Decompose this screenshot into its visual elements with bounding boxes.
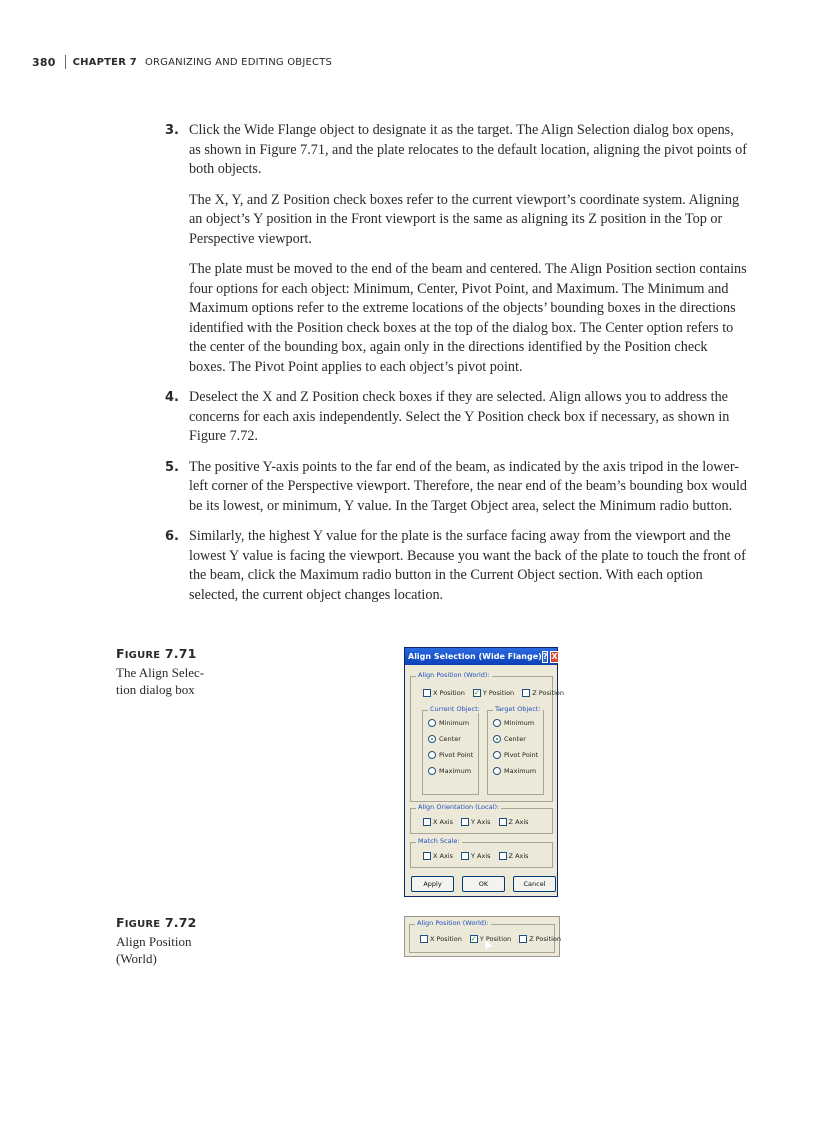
y-position-checkbox[interactable]: ✓ Y Position — [470, 934, 512, 943]
chapter-title: ORGANIZING AND EDITING OBJECTS — [144, 56, 333, 68]
figure-72-caption — [116, 914, 236, 967]
target-pivot-point-radio[interactable]: Pivot Point — [493, 751, 538, 759]
orientation-z-axis-checkbox[interactable]: Z Axis — [499, 818, 529, 826]
scale-x-axis-checkbox[interactable]: X Axis — [423, 852, 453, 860]
step-text: Similarly, the highest Y value for the plate is the surface facing away from the viewport and the lowest Y value is facing the viewport. Because you want the back of the plate to touch the front of the beam, click the Maximum radio button in the Current Object section. With each option selected, the current object changes location. — [189, 528, 746, 603]
match-scale-group — [410, 837, 553, 868]
align-selection-dialog — [404, 647, 565, 897]
figure-72-caption-line: Align Position — [116, 934, 192, 949]
x-position-checkbox[interactable]: X Position — [420, 935, 462, 943]
paragraph: The X, Y, and Z Position check boxes refer to the current viewport’s coordinate system. Aligning an object’s Y position in the Front viewport is the same as aligning its Z position in the Top or Perspective viewport. — [189, 191, 740, 247]
group-label: Current Object: — [430, 705, 480, 713]
group-label: Align Position (World): — [418, 671, 490, 679]
ok-button[interactable]: OK — [462, 876, 505, 892]
x-position-checkbox[interactable]: X Position — [423, 689, 465, 697]
figure-72-label: FIGURE 7.72 — [116, 915, 197, 930]
z-position-checkbox[interactable]: Z Position — [522, 689, 564, 697]
align-orientation-group — [410, 803, 553, 834]
step-text: Click the Wide Flange object to designate it as the target. The Align Selection dialog box opens, as shown in Figure 7.71, and the plate relocates to the default location, aligning the pivot points of both objects. — [189, 122, 747, 177]
apply-button[interactable]: Apply — [411, 876, 454, 892]
page-number: 380 — [32, 55, 56, 69]
y-position-checkbox[interactable]: ✓ Y Position — [473, 688, 515, 697]
step-text: The positive Y-axis points to the far end of the beam, as indicated by the axis tripod in the lower-left corner of the Perspective viewport. Therefore, the near end of the beam’s bounding box would be its lowest, or minimum, Y value. In the Target Object area, select the Minimum radio button. — [189, 458, 747, 514]
scale-z-axis-checkbox[interactable]: Z Axis — [499, 852, 529, 860]
dialog-buttons — [411, 876, 556, 892]
figure-71-label: FIGURE 7.71 — [116, 646, 197, 661]
chapter-label: CHAPTER 7 — [72, 56, 137, 68]
paragraph: The plate must be moved to the end of the beam and centered. The Align Position section contains four options for each object: Minimum, Center, Pivot Point, and Maximum. The Minimum and Maximum options refer to the extreme locations of the objects’ bounding boxes in the directions identified with the Position check boxes at the top of the dialog box. The Center option refers to the center of the bounding box, again only in the directions identified by the Position check boxes. The Pivot Point applies to each object’s pivot point. — [189, 261, 747, 375]
figure-71-caption-line: tion dialog box — [116, 682, 195, 697]
dialog-titlebar[interactable] — [405, 648, 557, 665]
header-divider — [65, 55, 66, 69]
running-head — [32, 55, 332, 69]
orientation-y-axis-checkbox[interactable]: Y Axis — [461, 818, 491, 826]
scale-y-axis-checkbox[interactable]: Y Axis — [461, 852, 491, 860]
current-object-group — [422, 705, 480, 795]
group-label: Align Orientation (Local): — [418, 803, 500, 811]
figure-71-caption-line: The Align Selec- — [116, 665, 205, 680]
align-position-group — [410, 671, 565, 802]
target-center-radio[interactable]: Center — [493, 735, 526, 743]
cancel-button[interactable]: Cancel — [513, 876, 556, 892]
step-6 — [165, 527, 747, 605]
current-minimum-radio[interactable]: Minimum — [428, 719, 469, 727]
step-3 — [165, 121, 747, 180]
align-position-crop — [404, 916, 560, 957]
target-minimum-radio[interactable]: Minimum — [493, 719, 534, 727]
target-maximum-radio[interactable]: Maximum — [493, 767, 536, 775]
dialog-title: Align Selection (Wide Flange) — [408, 652, 542, 661]
target-object-group — [487, 705, 544, 795]
group-label: Target Object: — [495, 705, 541, 713]
step-5 — [165, 458, 747, 517]
figure-72-caption-line: (World) — [116, 951, 157, 966]
current-pivot-point-radio[interactable]: Pivot Point — [428, 751, 473, 759]
orientation-x-axis-checkbox[interactable]: X Axis — [423, 818, 453, 826]
step-number: 6. — [165, 529, 179, 544]
z-position-checkbox[interactable]: Z Position — [519, 935, 561, 943]
close-icon[interactable]: X — [551, 652, 558, 661]
group-label: Match Scale: — [418, 837, 460, 845]
step-number: 3. — [165, 123, 179, 138]
step-text: Deselect the X and Z Position check boxes if they are selected. Align allows you to address the concerns for each axis independently. Select the Y Position check box if necessary, as shown in Figure 7.72. — [189, 389, 730, 444]
body-text — [165, 121, 747, 616]
current-maximum-radio[interactable]: Maximum — [428, 767, 471, 775]
step-4 — [165, 388, 747, 447]
group-label: Align Position (World): — [417, 919, 489, 927]
current-center-radio[interactable]: Center — [428, 735, 461, 743]
step-number: 5. — [165, 459, 179, 475]
figure-71-caption — [116, 645, 236, 698]
step-number: 4. — [165, 390, 179, 405]
help-icon[interactable]: ? — [542, 652, 548, 661]
align-position-group — [409, 919, 562, 953]
